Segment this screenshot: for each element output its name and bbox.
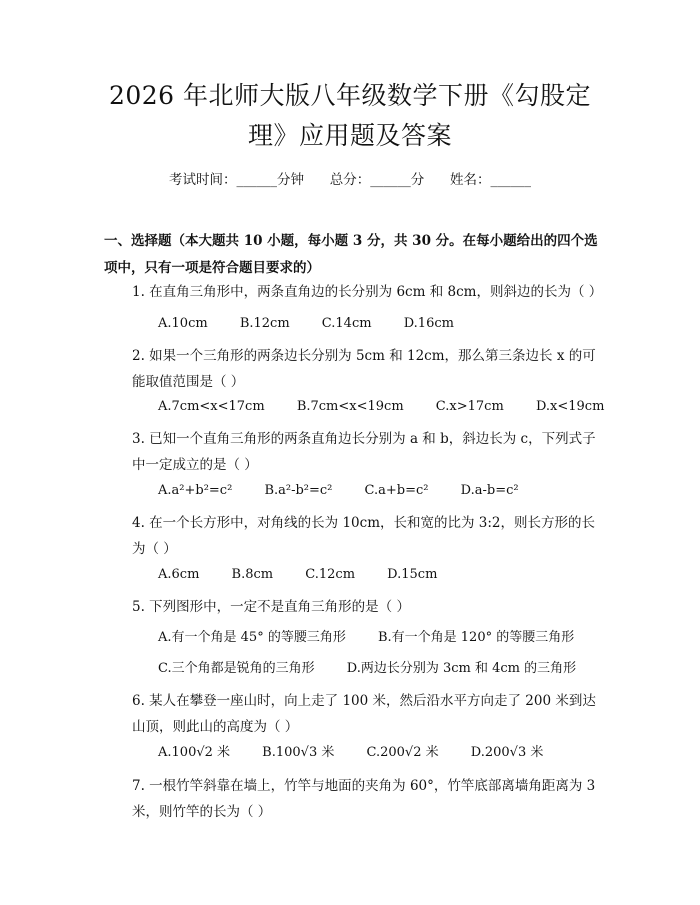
question-stem: 2. 如果一个三角形的两条边长分别为 5cm 和 12cm，那么第三条边长 x 的可能取值范围是（ ） xyxy=(132,348,596,390)
option-b: B.100√3 米 xyxy=(262,745,335,760)
option-c: C.a+b=c² xyxy=(364,483,429,498)
question-1 xyxy=(104,279,604,305)
title-line-2: 理》应用题及答案 xyxy=(247,121,452,150)
question-stem: 4. 在一个长方形中，对角线的长为 10cm，长和宽的比为 3:2，则长方形的长为（ ） xyxy=(132,515,596,557)
option-b: B.12cm xyxy=(239,316,290,331)
question-stem: 6. 某人在攀登一座山时，向上走了 100 米，然后沿水平方向走了 200 米到达山顶，则此山的高度为（ ） xyxy=(132,693,596,735)
question-5 xyxy=(104,594,604,620)
option-d: D.两边长分别为 3cm 和 4cm 的三角形 xyxy=(346,661,577,676)
option-b: B.有一个角是 120° 的等腰三角形 xyxy=(377,630,575,645)
exam-meta-line: 考试时间：______分钟 总分：______分 姓名：______ xyxy=(169,172,531,188)
question-6-options xyxy=(158,743,571,763)
question-stem: 3. 已知一个直角三角形的两条直角边长分别为 a 和 b，斜边长为 c，下列式子中一定成立的是（ ） xyxy=(132,431,596,473)
option-d: D.15cm xyxy=(387,567,438,582)
question-3 xyxy=(104,426,604,478)
question-5-options-row-2 xyxy=(158,659,604,679)
option-d: D.16cm xyxy=(403,316,454,331)
question-4 xyxy=(104,510,604,562)
question-stem: 7. 一根竹竿斜靠在墙上，竹竿与地面的夹角为 60°，竹竿底部离墙角距离为 3 米，则竹竿的长为（ ） xyxy=(132,778,596,820)
option-a: A.7cm<x<17cm xyxy=(158,399,265,414)
question-6 xyxy=(104,688,604,740)
question-1-options xyxy=(158,314,482,334)
question-2-options xyxy=(158,397,632,417)
question-2 xyxy=(104,343,604,395)
question-3-options xyxy=(158,481,547,501)
option-a: A.100√2 米 xyxy=(158,745,231,760)
option-c: C.200√2 米 xyxy=(366,745,439,760)
option-c: C.x>17cm xyxy=(435,399,504,414)
option-a: A.6cm xyxy=(158,567,200,582)
option-b: B.a²-b²=c² xyxy=(264,483,333,498)
document-title xyxy=(95,76,605,156)
option-b: B.8cm xyxy=(231,567,274,582)
option-d: D.x<19cm xyxy=(535,399,605,414)
option-a: A.10cm xyxy=(158,316,208,331)
option-d: D.200√3 米 xyxy=(470,745,544,760)
question-4-options xyxy=(158,565,465,585)
question-stem: 1. 在直角三角形中，两条直角边的长分别为 6cm 和 8cm，则斜边的长为（ ） xyxy=(132,284,603,300)
option-d: D.a-b=c² xyxy=(460,483,519,498)
title-line-1: 2026 年北师大版八年级数学下册《勾股定 xyxy=(108,81,592,110)
option-a: A.有一个角是 45° 的等腰三角形 xyxy=(158,630,346,645)
question-7 xyxy=(104,773,604,825)
option-c: C.14cm xyxy=(321,316,372,331)
question-5-options-row-1 xyxy=(158,628,602,648)
option-c: C.三个角都是锐角的三角形 xyxy=(158,661,315,676)
option-a: A.a²+b²=c² xyxy=(158,483,233,498)
option-c: C.12cm xyxy=(305,567,356,582)
section-heading: 一、选择题（本大题共 10 小题，每小题 3 分，共 30 分。在每小题给出的四个选项中，只有一项是符合题目要求的） xyxy=(104,233,598,276)
option-b: B.7cm<x<19cm xyxy=(296,399,404,414)
question-stem: 5. 下列图形中，一定不是直角三角形的是（ ） xyxy=(132,599,410,615)
